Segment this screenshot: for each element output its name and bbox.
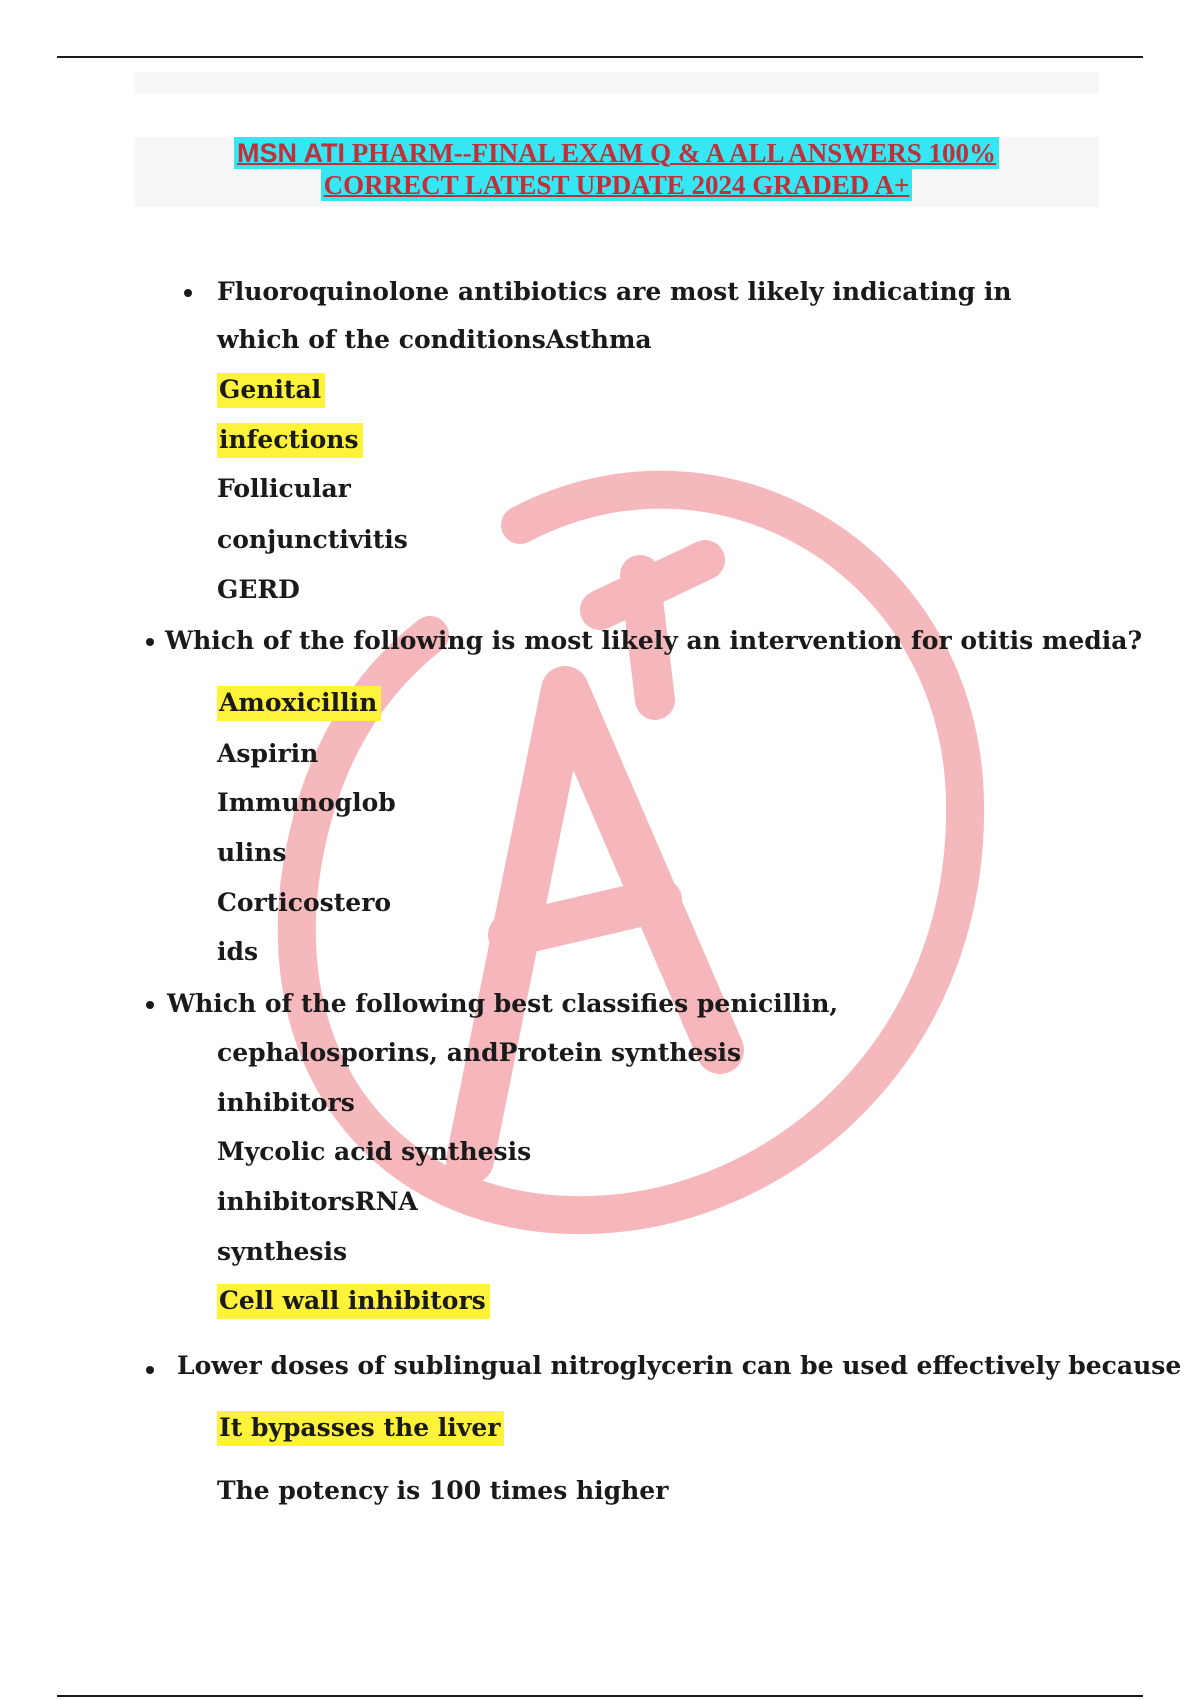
correct-answer-highlight: infections: [217, 423, 363, 458]
question-2-line-1: Which of the following is most likely an intervention for otitis media?: [165, 626, 1143, 655]
correct-answer-highlight: Cell wall inhibitors: [217, 1284, 490, 1319]
question-4-line-1: Lower doses of sublingual nitroglycerin can be used effectively because: [177, 1351, 1182, 1380]
question-1-option-4: conjunctivitis: [217, 525, 408, 554]
watermark-letter-a-bar: [510, 900, 660, 935]
question-2-option-4: ulins: [217, 838, 287, 867]
question-4-option-1: [217, 1412, 504, 1444]
watermark-circle-stroke: [297, 490, 965, 1215]
question-3-option-3: synthesis: [217, 1237, 348, 1266]
watermark-plus-horizontal: [600, 560, 705, 610]
bottom-rule: [57, 1695, 1143, 1697]
question-1-option-2: [217, 424, 363, 456]
correct-answer-highlight: Genital: [217, 373, 325, 408]
question-1-option-5: GERD: [217, 575, 300, 604]
question-2-option-2: Aspirin: [217, 739, 319, 768]
watermark-letter-a-left: [470, 690, 720, 1160]
question-3-option-4: [217, 1285, 490, 1317]
question-2-bullet: [146, 638, 154, 646]
question-2-option-1: [217, 687, 381, 719]
document-title: [134, 137, 1099, 207]
question-3-option-2: inhibitorsRNA: [217, 1187, 418, 1216]
title-line-2: CORRECT LATEST UPDATE 2024 GRADED A+: [321, 169, 913, 201]
question-2-option-3: Immunoglob: [217, 788, 396, 817]
question-3-option-1: Mycolic acid synthesis: [217, 1137, 532, 1166]
question-3-line-3: inhibitors: [217, 1088, 355, 1117]
question-3-line-1: Which of the following best classifies penicillin,: [167, 989, 839, 1018]
correct-answer-highlight: It bypasses the liver: [217, 1411, 504, 1446]
top-rule: [57, 56, 1143, 58]
header-band: [134, 72, 1099, 94]
question-4-option-2: The potency is 100 times higher: [217, 1476, 669, 1505]
question-1-line-1: Fluoroquinolone antibiotics are most likely indicating in: [217, 277, 1012, 306]
question-2-option-5: Corticostero: [217, 888, 392, 917]
question-3-bullet: [146, 1001, 154, 1009]
question-3-line-2: cephalosporins, andProtein synthesis: [217, 1038, 742, 1067]
question-1-option-3: Follicular: [217, 474, 351, 503]
question-1-line-2: which of the conditionsAsthma: [217, 325, 652, 354]
title-line-1: MSN ATI PHARM--FINAL EXAM Q & A ALL ANSWERS 100%: [234, 137, 999, 169]
question-1-bullet: [184, 289, 192, 297]
question-1-option-1: [217, 374, 325, 406]
correct-answer-highlight: Amoxicillin: [217, 686, 381, 721]
question-2-option-6: ids: [217, 937, 259, 966]
question-4-bullet: [146, 1366, 154, 1374]
